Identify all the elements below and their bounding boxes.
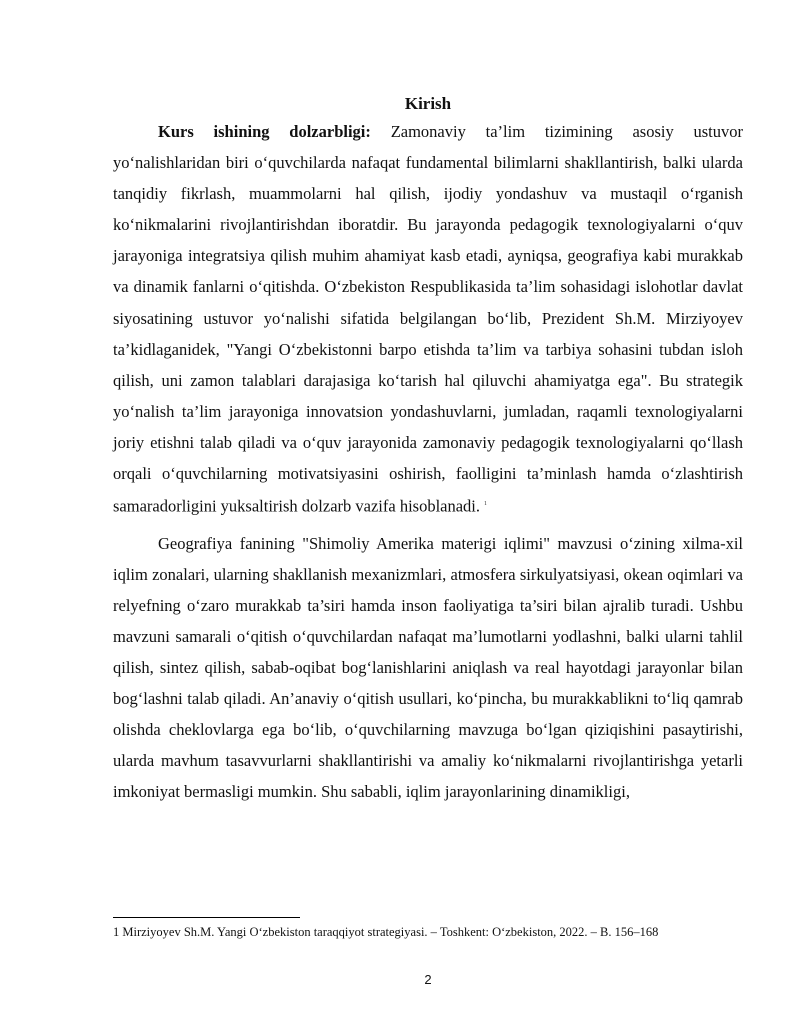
footnote-reference[interactable]: 1 — [484, 501, 488, 508]
page-number: 2 — [424, 972, 432, 987]
footnote-separator — [113, 917, 300, 918]
body-text — [113, 116, 743, 808]
paragraph-text: Zamonaviy ta’lim tizimining asosiy ustuvor yo‘nalishlaridan biri o‘quvchilarda nafaqat fundamental bilimlarni shakllantirish, balki ularda tanqidiy fikrlash, muammolarni hal qilish, ijodiy yondashuv va mustaqil o‘rganish ko‘nikmalarini rivojlantirishdan iboratdir. Bu jarayonda pedagogik texnologiyalarni o‘quv jarayoniga integratsiya qilish muhim ahamiyat kasb etadi, ayniqsa, geografiya kabi murakkab va dinamik fanlarni o‘qitishda. O‘zbekiston Respublikasida ta’lim sohasidagi islohotlar davlat siyosatining ustuvor yo‘nalishi sifatida belgilangan bo‘lib, Prezident Sh.M. Mirziyoyev ta’kidlaganidek, "Yangi O‘zbekistonni barpo etishda ta’lim va tarbiya sohasini tubdan isloh qilish, uni zamon talablari darajasiga ko‘tarish hal qiluvchi ahamiyatga ega". Bu strategik yo‘nalish ta’lim jarayoniga innovatsion yondashuvlarni, jumladan, raqamli texnologiyalarni joriy etishni talab qiladi va o‘quv jarayonida zamonaviy pedagogik texnologiyalarni qo‘llash orqali o‘quvchilarning motivatsiyasini oshirish, faolligini ta’minlash hamda o‘zlashtirish samaradorligini yuksaltirish dolzarb vazifa hisoblanadi. — [113, 122, 743, 516]
footnote-text: 1 Mirziyoyev Sh.M. Yangi O‘zbekiston taraqqiyot strategiyasi. – Toshkent: O‘zbekiston, 2022. – B. 156–168 — [113, 925, 659, 939]
paragraph-text: Geografiya fanining "Shimoliy Amerika materigi iqlimi" mavzusi o‘zining xilma-xil iqlim zonalari, ularning shakllanish mexanizmlari, atmosfera sirkulyatsiyasi, okean oqimlari va relyefning o‘zaro murakkab ta’siri hamda inson faoliyatiga ta’siri bilan ajralib turadi. Ushbu mavzuni samarali o‘qitish o‘quvchilardan nafaqat ma’lumotlarni yodlashni, balki ularni tahlil qilish, sintez qilish, sabab-oqibat bog‘lanishlarini aniqlash va real hayotdagi jarayonlar bilan bog‘lashni talab qiladi. An’anaviy o‘qitish usullari, ko‘pincha, bu murakkablikni to‘liq qamrab olishda cheklovlarga ega bo‘lib, o‘quvchilarning mavzuga bo‘lgan qiziqishini pasaytirishi, ularda mavhum tasavvurlarni shakllantirishi va amaliy ko‘nikmalarni rivojlantirishga yetarli imkoniyat bermasligi mumkin. Shu sababli, iqlim jarayonlarining dinamikligi, — [113, 533, 743, 802]
paragraph-topic — [113, 528, 743, 808]
paragraph-relevance — [113, 116, 743, 522]
paragraph-lead: Kurs ishining dolzarbligi: — [158, 122, 371, 141]
section-title: Kirish — [404, 94, 452, 113]
